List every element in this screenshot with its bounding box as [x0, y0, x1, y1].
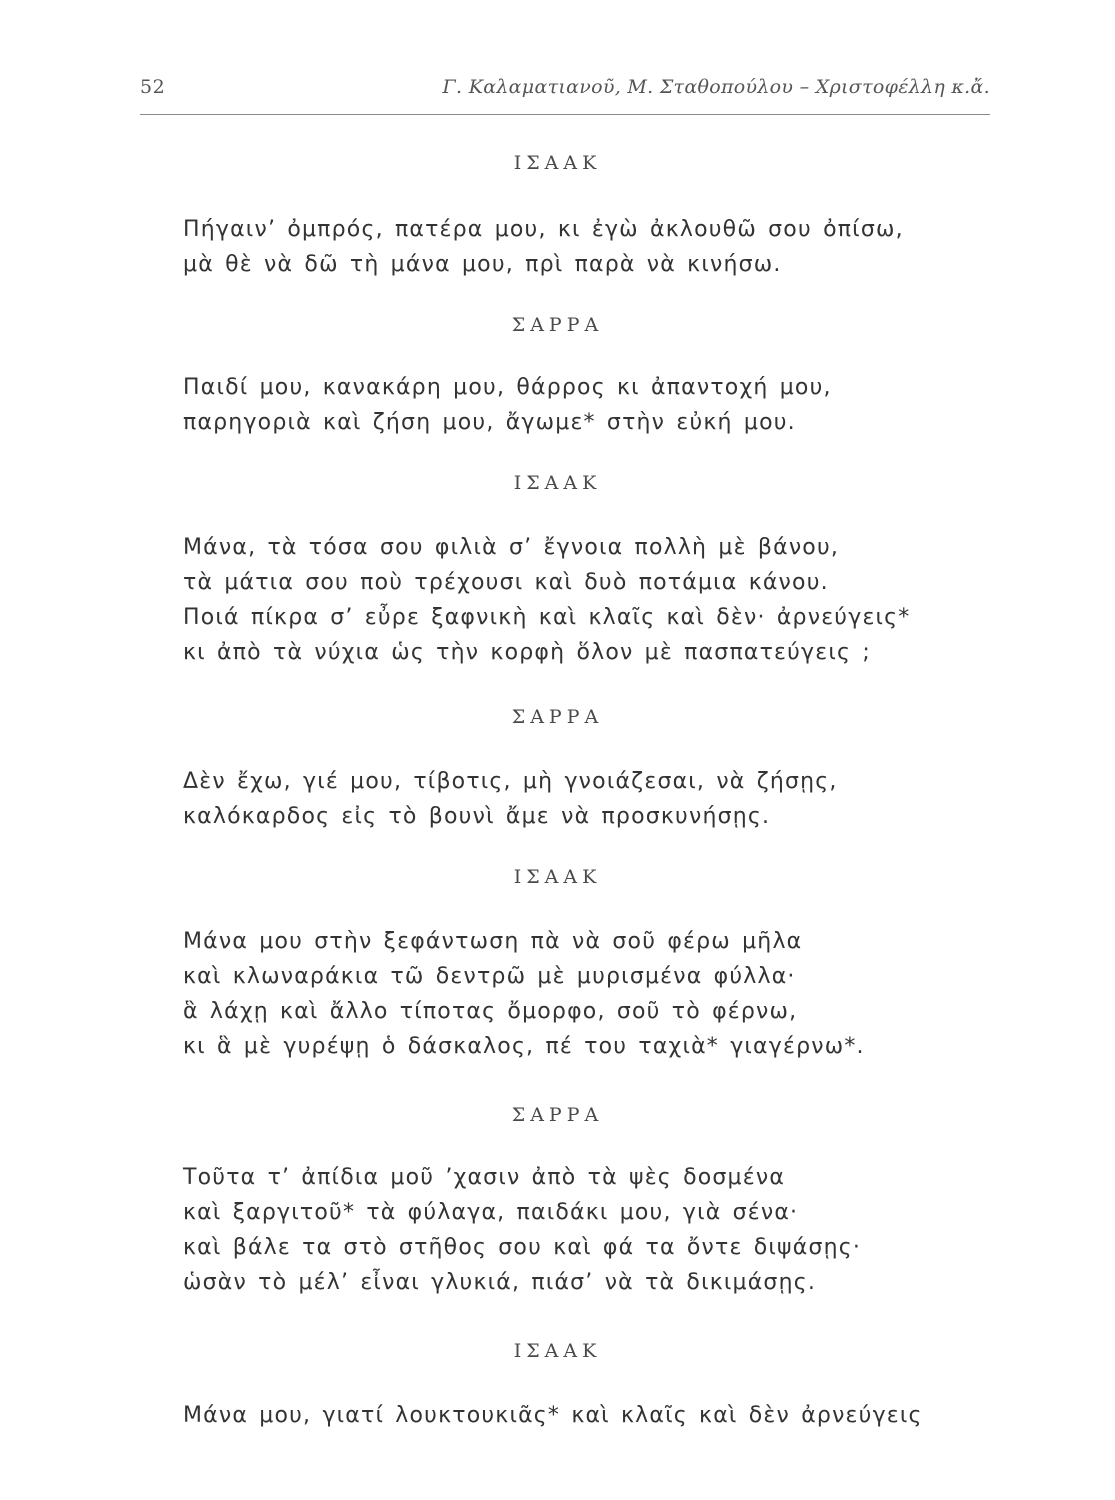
verse-line: καὶ κλωναράκια τῶ δεντρῶ μὲ μυρισμένα φύλλα·	[183, 964, 796, 989]
verse-line: Τοῦτα τ’ ἀπίδια μοῦ ’χασιν ἀπὸ τὰ ψὲς δοσμένα	[183, 1165, 786, 1190]
speaker-heading-sarra: ΣΑΡΡΑ	[511, 706, 604, 728]
verse-stanza	[183, 212, 904, 282]
verse-line: Ποιά πίκρα σ’ εὖρε ξαφνικὴ καὶ κλαῖς καὶ δὲν· ἀρνεύγεις*	[183, 605, 911, 630]
running-title: Γ. Καλαματιανοῦ, Μ. Σταθοπούλου – Χριστοφέλλη κ.ἄ.	[442, 76, 990, 98]
speaker-heading-isaak: ΙΣΑΑΚ	[513, 152, 602, 174]
verse-stanza	[183, 1398, 923, 1433]
verse-line: Δὲν ἔχω, γιέ μου, τίβοτις, μὴ γνοιάζεσαι, νὰ ζήσῃς,	[183, 769, 838, 794]
verse-line: παρηγοριὰ καὶ ζήση μου, ἄγωμε* στὴν εὐκή μου.	[183, 410, 796, 435]
speaker-heading-isaak: ΙΣΑΑΚ	[513, 1340, 602, 1362]
verse-line: Μάνα μου στὴν ξεφάντωση πὰ νὰ σοῦ φέρω μῆλα	[183, 929, 803, 954]
verse-line: κι ἃ μὲ γυρέψῃ ὁ δάσκαλος, πέ του ταχιὰ* γιαγέρνω*.	[183, 1034, 865, 1059]
verse-line: ἃ λάχῃ καὶ ἄλλο τίποτας ὄμορφο, σοῦ τὸ φέρνω,	[183, 999, 798, 1024]
verse-stanza	[183, 370, 832, 440]
verse-line: μὰ θὲ νὰ δῶ τὴ μάνα μου, πρὶ παρὰ νὰ κινήσω.	[183, 252, 782, 277]
verse-stanza	[183, 530, 911, 670]
speaker-heading-isaak: ΙΣΑΑΚ	[513, 866, 602, 888]
verse-line: καλόκαρδος εἰς τὸ βουνὶ ἄμε νὰ προσκυνήσῃς.	[183, 804, 771, 829]
speaker-heading-sarra: ΣΑΡΡΑ	[511, 1104, 604, 1126]
verse-stanza	[183, 1160, 861, 1300]
verse-line: Μάνα μου, γιατί λουκτουκιᾶς* καὶ κλαῖς καὶ δὲν ἀρνεύγεις	[183, 1403, 923, 1428]
verse-line: Παιδί μου, κανακάρη μου, θάρρος κι ἀπαντοχή μου,	[183, 375, 832, 400]
speaker-heading-isaak: ΙΣΑΑΚ	[513, 472, 602, 494]
header-rule	[140, 114, 990, 115]
verse-line: Πήγαιν’ ὀμπρός, πατέρα μου, κι ἐγὼ ἀκλουθῶ σου ὀπίσω,	[183, 217, 904, 242]
verse-line: ὡσὰν τὸ μέλ’ εἶναι γλυκιά, πιάσ’ νὰ τὰ δικιμάσῃς.	[183, 1270, 817, 1295]
verse-line: τὰ μάτια σου ποὺ τρέχουσι καὶ δυὸ ποτάμια κάνου.	[183, 570, 829, 595]
verse-stanza	[183, 764, 838, 834]
verse-line: Μάνα, τὰ τόσα σου φιλιὰ σ’ ἔγνοια πολλὴ μὲ βάνου,	[183, 535, 840, 560]
page-header	[140, 76, 990, 110]
verse-line: καὶ βάλε τα στὸ στῆθος σου καὶ φά τα ὄντε διψάσῃς·	[183, 1235, 862, 1260]
verse-line: κι ἀπὸ τὰ νύχια ὡς τὴν κορφὴ ὅλον μὲ πασπατεύγεις ;	[183, 640, 871, 665]
verse-line: καὶ ξαργιτοῦ* τὰ φύλαγα, παιδάκι μου, γιὰ σένα·	[183, 1200, 799, 1225]
page-number: 52	[140, 76, 166, 98]
verse-stanza	[183, 924, 865, 1064]
speaker-heading-sarra: ΣΑΡΡΑ	[511, 314, 604, 336]
